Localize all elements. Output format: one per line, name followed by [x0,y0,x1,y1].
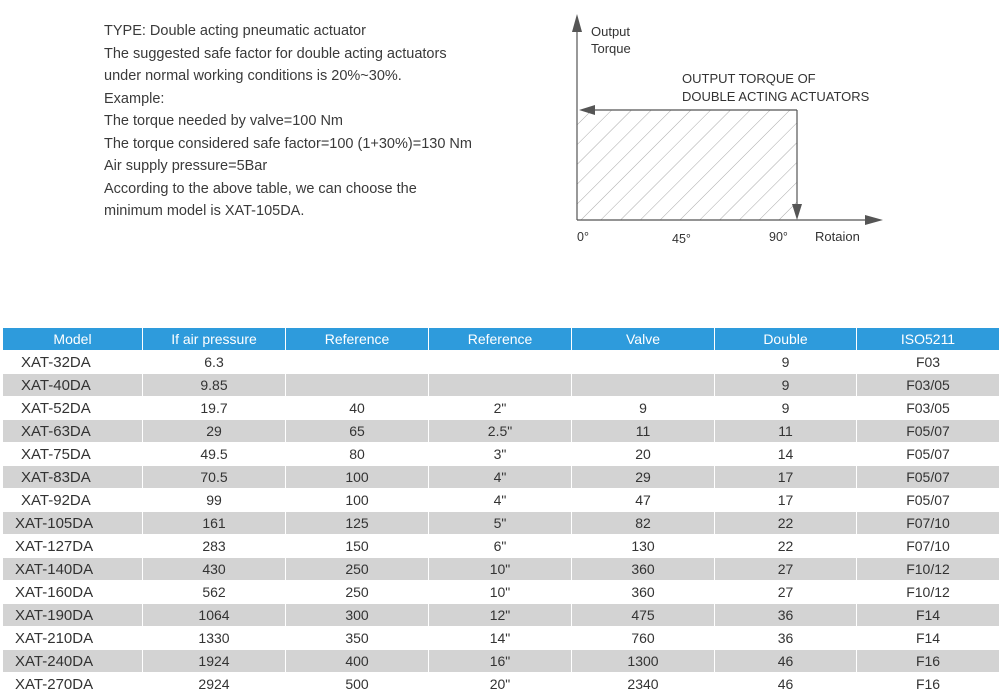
table-cell: 19.7 [143,396,286,419]
table-cell: 250 [286,557,429,580]
table-cell: F16 [857,672,999,695]
column-header-reference-2: Reference [429,328,572,350]
table-cell: 47 [572,488,715,511]
model-cell: XAT-190DA [3,603,143,626]
model-cell: XAT-92DA [3,488,143,511]
table-cell: 10" [429,580,572,603]
column-header-reference-1: Reference [286,328,429,350]
intro-line: under normal working conditions is 20%~30%. [104,68,402,84]
table-cell: F03/05 [857,373,999,396]
table-cell [572,373,715,396]
table-cell: 1300 [572,649,715,672]
table-cell: 65 [286,419,429,442]
tick-label-45: 45° [672,232,691,246]
intro-line: The suggested safe factor for double acting actuators [104,45,447,62]
table-cell: 22 [715,511,857,534]
table-cell: 12" [429,603,572,626]
table-cell: 360 [572,557,715,580]
table-cell: 10" [429,557,572,580]
x-axis-label-rotation: Rotaion [815,229,860,244]
table-cell: 40 [286,396,429,419]
model-cell: XAT-75DA [3,442,143,465]
table-cell: F05/07 [857,465,999,488]
table-cell: F10/12 [857,580,999,603]
table-row [3,511,999,534]
table-cell: 2340 [572,672,715,695]
table-cell: 14" [429,626,572,649]
table-cell: 3" [429,442,572,465]
table-cell [286,350,429,373]
table-cell: 36 [715,626,857,649]
table-cell: 29 [572,465,715,488]
model-cell: XAT-32DA [3,350,143,373]
y-axis-label-output: Output [591,24,631,39]
model-cell: XAT-240DA [3,649,143,672]
table-row [3,373,999,396]
model-cell: XAT-210DA [3,626,143,649]
table-row [3,396,999,419]
table-cell: 27 [715,557,857,580]
table-cell: F07/10 [857,511,999,534]
table-cell: 27 [715,580,857,603]
diagram-title-line-1: OUTPUT TORQUE OF [682,71,816,86]
table-cell: 1924 [143,649,286,672]
table-cell: 430 [143,557,286,580]
torque-diagram [555,8,895,253]
tick-label-0: 0° [577,230,589,244]
table-cell: F03/05 [857,396,999,419]
table-cell: 22 [715,534,857,557]
table-row [3,350,999,373]
table-cell: 283 [143,534,286,557]
y-axis-arrow-icon [572,14,582,32]
model-cell: XAT-105DA [3,511,143,534]
table-row [3,649,999,672]
table-cell: 6.3 [143,350,286,373]
table-cell: 1330 [143,626,286,649]
table-row [3,488,999,511]
intro-text-block [104,20,544,223]
column-header-model: Model [3,328,143,350]
table-cell: 6" [429,534,572,557]
diagram-title-line-2: DOUBLE ACTING ACTUATORS [682,89,870,104]
table-cell: 46 [715,649,857,672]
table-cell: 20 [572,442,715,465]
table-cell [429,350,572,373]
table-cell: 49.5 [143,442,286,465]
table-cell: 350 [286,626,429,649]
column-header-valve: Valve [572,328,715,350]
table-cell: F05/07 [857,419,999,442]
table-row [3,580,999,603]
table-cell: 16" [429,649,572,672]
table-cell: 9 [572,396,715,419]
table-cell: F16 [857,649,999,672]
x-axis-arrow-icon [865,215,883,225]
model-cell: XAT-270DA [3,672,143,695]
table-row [3,465,999,488]
table-cell: 4" [429,465,572,488]
table-cell: 100 [286,488,429,511]
intro-line: Air supply pressure=5Bar [104,158,268,174]
table-cell: 4" [429,488,572,511]
table-header-row [3,328,999,350]
table-cell: 360 [572,580,715,603]
table-cell: 9 [715,350,857,373]
table-cell: 9.85 [143,373,286,396]
table-cell: 9 [715,396,857,419]
table-cell: 80 [286,442,429,465]
table-row [3,626,999,649]
table-cell: 9 [715,373,857,396]
table-cell: 475 [572,603,715,626]
table-cell: F14 [857,603,999,626]
table-cell: 2" [429,396,572,419]
table-cell: 150 [286,534,429,557]
table-cell [429,373,572,396]
intro-line: Example: [104,90,165,107]
table-cell: 29 [143,419,286,442]
table-cell: F10/12 [857,557,999,580]
table-cell: 82 [572,511,715,534]
table-cell: 70.5 [143,465,286,488]
table-cell: F05/07 [857,442,999,465]
table-cell: F05/07 [857,488,999,511]
intro-line: TYPE: Double acting pneumatic actuator [104,23,366,39]
table-cell: 100 [286,465,429,488]
column-header-iso5211: ISO5211 [857,328,999,350]
table-row [3,534,999,557]
table-row [3,603,999,626]
tick-label-90: 90° [769,230,788,244]
model-cell: XAT-127DA [3,534,143,557]
table-row [3,419,999,442]
table-row [3,557,999,580]
table-cell: 2.5" [429,419,572,442]
model-cell: XAT-83DA [3,465,143,488]
intro-line: According to the above table, we can choose the [104,180,417,197]
model-cell: XAT-40DA [3,373,143,396]
table-cell: 17 [715,465,857,488]
model-cell: XAT-63DA [3,419,143,442]
table-cell: 125 [286,511,429,534]
table-cell: 17 [715,488,857,511]
column-header-double: Double [715,328,857,350]
table-cell [572,350,715,373]
table-cell: 250 [286,580,429,603]
table-cell: 1064 [143,603,286,626]
actuator-spec-table [3,328,999,695]
model-cell: XAT-160DA [3,580,143,603]
model-cell: XAT-140DA [3,557,143,580]
table-cell: 14 [715,442,857,465]
table-cell: F14 [857,626,999,649]
table-cell: 11 [572,419,715,442]
table-row [3,442,999,465]
table-cell: 400 [286,649,429,672]
table-cell: 99 [143,488,286,511]
model-cell: XAT-52DA [3,396,143,419]
table-cell: 130 [572,534,715,557]
table-cell: 500 [286,672,429,695]
table-cell: 300 [286,603,429,626]
intro-line: The torque considered safe factor=100 (1+30%)=130 Nm [104,135,472,152]
table-cell: 562 [143,580,286,603]
table-cell: 760 [572,626,715,649]
intro-line: The torque needed by valve=100 Nm [104,113,344,129]
table-cell: F03 [857,350,999,373]
table-cell: 2924 [143,672,286,695]
intro-line: minimum model is XAT-105DA. [104,203,305,219]
table-cell: 11 [715,419,857,442]
table-cell: 36 [715,603,857,626]
torque-hatched-area [577,110,797,220]
table-cell: 5" [429,511,572,534]
table-cell: 20" [429,672,572,695]
table-cell: 161 [143,511,286,534]
table-cell: F07/10 [857,534,999,557]
table-cell [286,373,429,396]
y-axis-label-torque: Torque [591,41,631,56]
column-header-air-pressure: If air pressure [143,328,286,350]
table-cell: 46 [715,672,857,695]
